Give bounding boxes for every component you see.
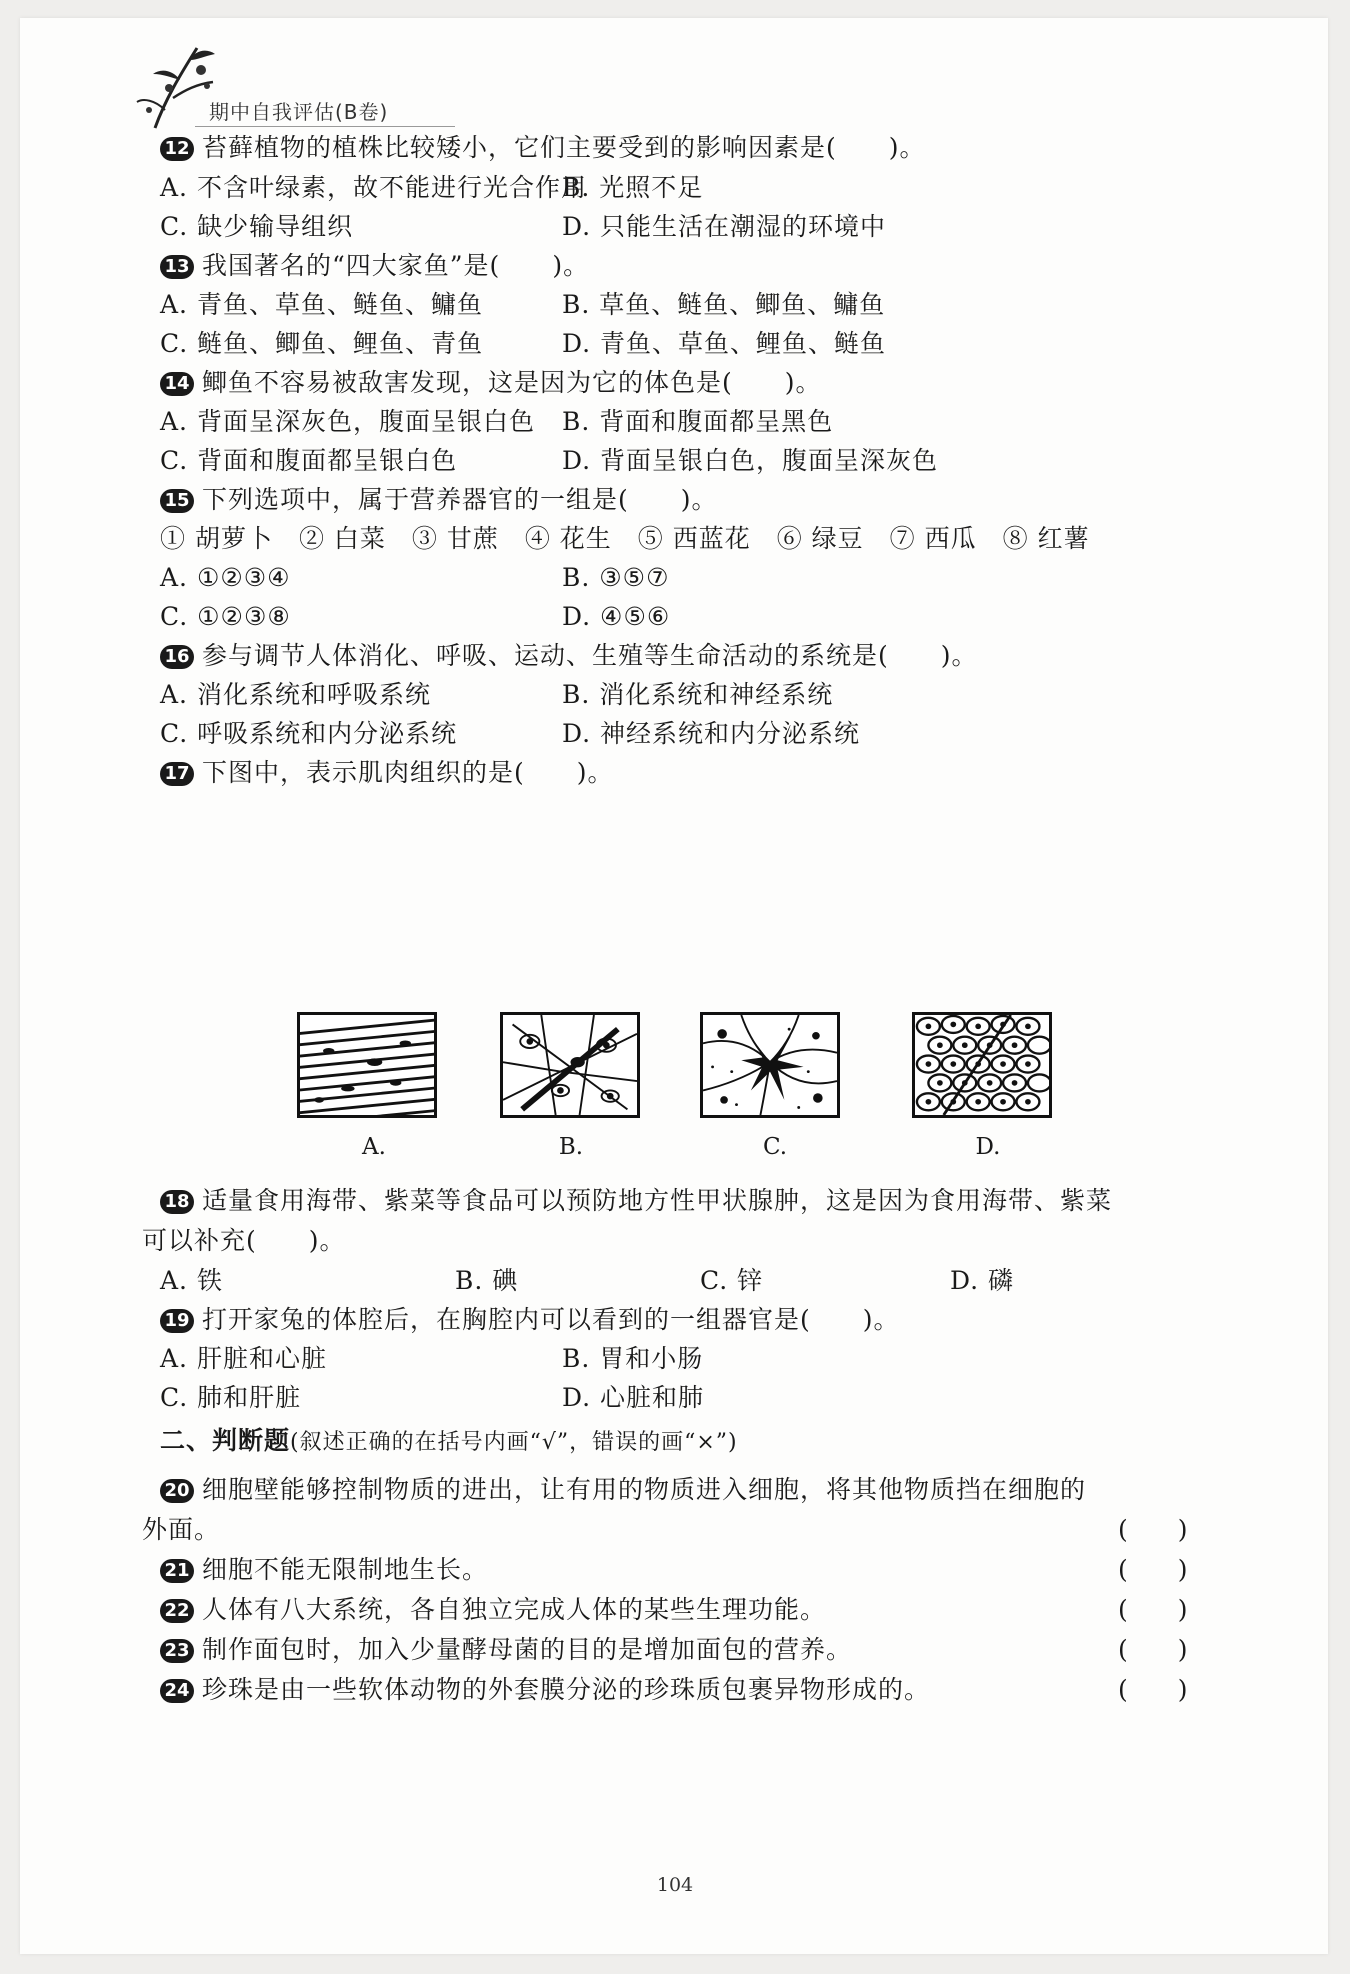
option-c: C. 背面和腹面都呈银白色 — [160, 446, 458, 475]
option-c: C. 呼吸系统和内分泌系统 — [160, 719, 458, 748]
judgment-21 — [160, 1555, 488, 1585]
question-number-badge: 12 — [160, 137, 194, 161]
question-number-badge: 15 — [160, 489, 194, 513]
option-a: A. 铁 — [160, 1266, 223, 1295]
option-a: A. 背面呈深灰色，腹面呈银白色 — [160, 407, 535, 436]
option-b: B. 碘 — [455, 1266, 519, 1295]
option-c: C. 缺少输导组织 — [160, 212, 354, 241]
option-b: B. 背面和腹面都呈黑色 — [562, 407, 834, 436]
answer-blank[interactable]: ( ) — [1118, 1675, 1188, 1704]
section-heading — [160, 1426, 738, 1458]
question-number-badge: 20 — [160, 1479, 194, 1503]
tissue-figure-a-image — [297, 1012, 437, 1118]
judgment-text-continuation: 外面。 — [142, 1515, 221, 1544]
judgment-text: 细胞壁能够控制物质的进出，让有用的物质进入细胞，将其他物质挡在细胞的 — [202, 1475, 1087, 1504]
option-d: D. ④⑤⑥ — [562, 602, 671, 631]
question-stem: 打开家兔的体腔后，在胸腔内可以看到的一组器官是( )。 — [202, 1305, 900, 1334]
option-d: D. 青鱼、草鱼、鲤鱼、鲢鱼 — [562, 329, 887, 358]
question-stem: 适量食用海带、紫菜等食品可以预防地方性甲状腺肿，这是因为食用海带、紫菜 — [202, 1186, 1113, 1215]
answer-blank[interactable]: ( ) — [1118, 1555, 1188, 1584]
question-stem: 我国著名的“四大家鱼”是( )。 — [202, 251, 590, 280]
question-number-badge: 22 — [160, 1599, 194, 1623]
item-list: ① 胡萝卜 ② 白菜 ③ 甘蔗 ④ 花生 ⑤ 西蓝花 ⑥ 绿豆 ⑦ 西瓜 ⑧ 红薯 — [160, 524, 1090, 553]
tissue-figure-d-image — [912, 1012, 1052, 1118]
tissue-figure-b-image — [500, 1012, 640, 1118]
question-number-badge: 18 — [160, 1190, 194, 1214]
option-d: D. 只能生活在潮湿的环境中 — [562, 212, 887, 241]
header-rule — [195, 126, 455, 127]
question-number-badge: 14 — [160, 372, 194, 396]
question-13 — [160, 251, 589, 281]
question-17 — [160, 758, 614, 788]
judgment-text: 人体有八大系统，各自独立完成人体的某些生理功能。 — [202, 1595, 827, 1624]
question-15 — [160, 485, 718, 515]
judgment-text: 细胞不能无限制地生长。 — [202, 1555, 489, 1584]
tissue-figure-c-image — [700, 1012, 840, 1118]
option-d: D. 背面呈银白色，腹面呈深灰色 — [562, 446, 939, 475]
option-d: D. 神经系统和内分泌系统 — [562, 719, 861, 748]
question-14 — [160, 368, 822, 398]
option-b: B. 草鱼、鲢鱼、鲫鱼、鳙鱼 — [562, 290, 886, 319]
question-stem-continuation: 可以补充( )。 — [142, 1226, 346, 1255]
question-number-badge: 16 — [160, 645, 194, 669]
figure-label-b: B. — [558, 1134, 584, 1160]
question-number-badge: 13 — [160, 255, 194, 279]
question-number-badge: 19 — [160, 1309, 194, 1333]
option-b: B. 胃和小肠 — [562, 1344, 704, 1373]
question-stem: 下图中，表示肌肉组织的是( )。 — [202, 758, 614, 787]
option-a: A. ①②③④ — [160, 563, 291, 592]
answer-blank[interactable]: ( ) — [1118, 1515, 1188, 1544]
option-b: B. ③⑤⑦ — [562, 563, 670, 592]
option-d: D. 磷 — [950, 1266, 1015, 1295]
judgment-23 — [160, 1635, 852, 1665]
answer-blank[interactable]: ( ) — [1118, 1635, 1188, 1664]
page-header — [135, 40, 455, 140]
option-a: A. 不含叶绿素，故不能进行光合作用 — [160, 173, 587, 202]
figure-label-d: D. — [975, 1134, 1001, 1160]
judgment-22 — [160, 1595, 826, 1625]
option-a: A. 消化系统和呼吸系统 — [160, 680, 431, 709]
option-c: C. 锌 — [700, 1266, 764, 1295]
question-number-badge: 24 — [160, 1679, 194, 1703]
question-18 — [160, 1186, 1112, 1216]
option-a: A. 肝脏和心脏 — [160, 1344, 327, 1373]
option-a: A. 青鱼、草鱼、鲢鱼、鳙鱼 — [160, 290, 483, 319]
option-b: B. 消化系统和神经系统 — [562, 680, 834, 709]
question-stem: 下列选项中，属于营养器官的一组是( )。 — [202, 485, 718, 514]
question-16 — [160, 641, 978, 671]
judgment-text: 制作面包时，加入少量酵母菌的目的是增加面包的营养。 — [202, 1635, 853, 1664]
option-d: D. 心脏和肺 — [562, 1383, 705, 1412]
question-12 — [160, 133, 926, 163]
page-number: 104 — [656, 1874, 694, 1896]
answer-blank[interactable]: ( ) — [1118, 1595, 1188, 1624]
question-number-badge: 23 — [160, 1639, 194, 1663]
question-stem: 参与调节人体消化、呼吸、运动、生殖等生命活动的系统是( )。 — [202, 641, 978, 670]
figure-label-a: A. — [362, 1134, 386, 1160]
header-title: 期中自我评估(B卷) — [209, 100, 389, 124]
section-note: (叙述正确的在括号内画“√”，错误的画“×”) — [290, 1430, 738, 1455]
question-19 — [160, 1305, 900, 1335]
judgment-24 — [160, 1675, 930, 1705]
question-stem: 鲫鱼不容易被敌害发现，这是因为它的体色是( )。 — [202, 368, 822, 397]
option-c: C. 肺和肝脏 — [160, 1383, 302, 1412]
section-title: 二、判断题 — [160, 1426, 291, 1455]
figure-label-c: C. — [762, 1134, 788, 1160]
question-stem: 苔藓植物的植株比较矮小，它们主要受到的影响因素是( )。 — [202, 133, 926, 162]
option-b: B. 光照不足 — [562, 173, 704, 202]
question-number-badge: 17 — [160, 762, 194, 786]
option-c: C. 鲢鱼、鲫鱼、鲤鱼、青鱼 — [160, 329, 484, 358]
option-c: C. ①②③⑧ — [160, 602, 291, 631]
judgment-20 — [160, 1475, 1086, 1505]
question-number-badge: 21 — [160, 1559, 194, 1583]
judgment-text: 珍珠是由一些软体动物的外套膜分泌的珍珠质包裹异物形成的。 — [202, 1675, 931, 1704]
